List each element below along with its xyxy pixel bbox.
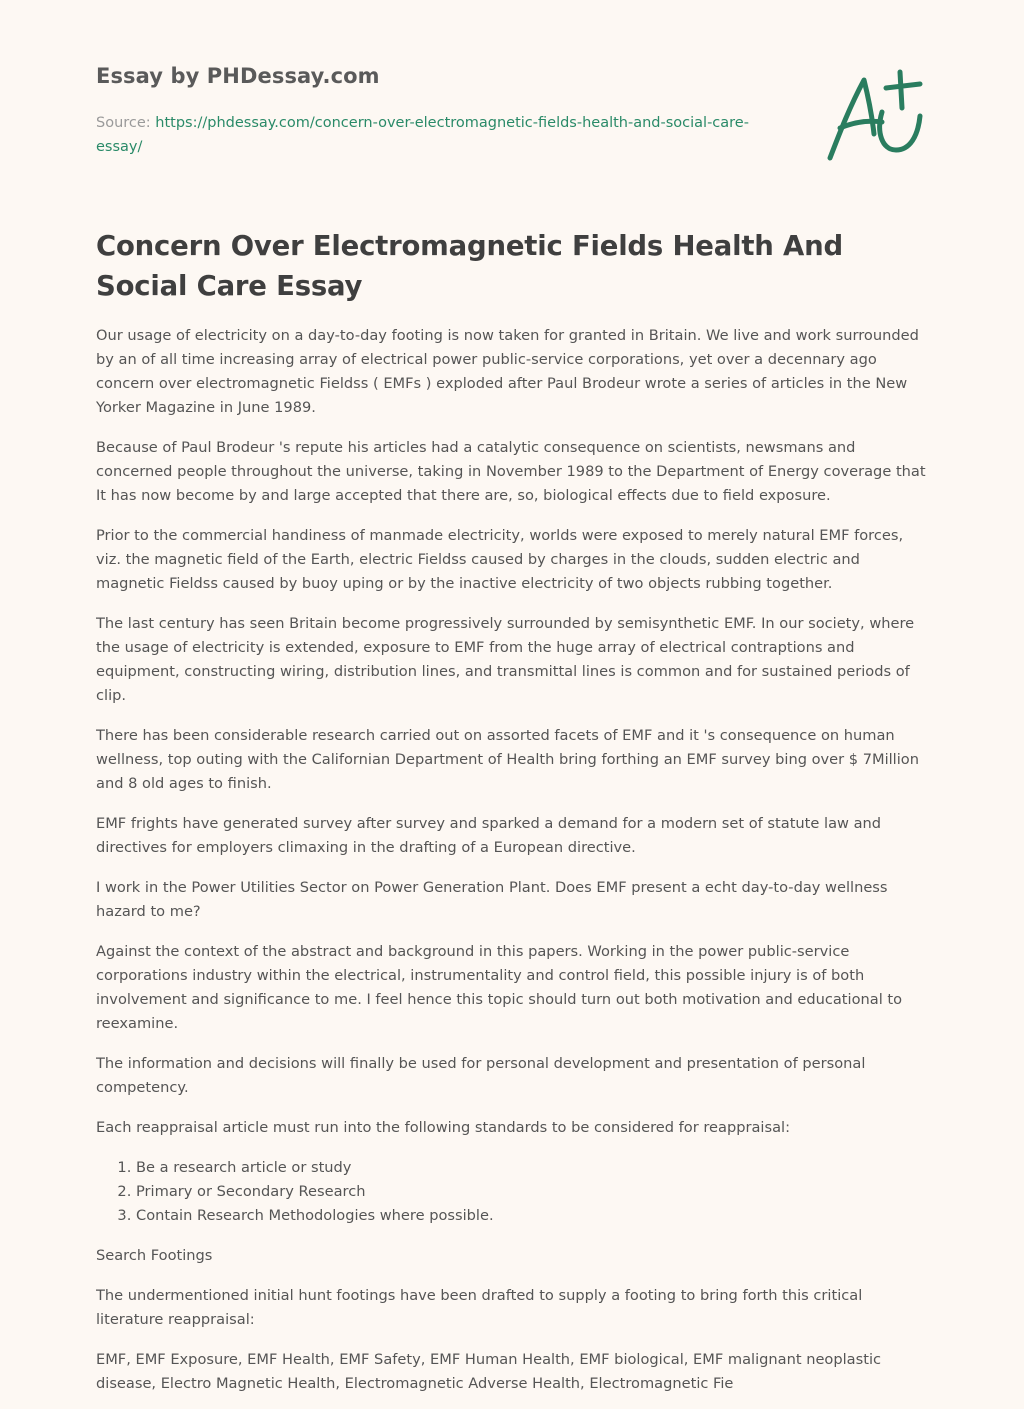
a-plus-icon-smile (880, 112, 920, 150)
site-brand: Essay by PHDessay.com (96, 64, 380, 88)
list-item: 3. Contain Research Methodologies where possible. (136, 1204, 928, 1228)
criteria-list (96, 1156, 928, 1228)
source-label: Source: (96, 115, 156, 131)
paragraph: EMF, EMF Exposure, EMF Health, EMF Safety, EMF Human Health, EMF biological, EMF malignant neoplastic disease, Electro Magnetic Health, Electromagnetic Adverse Health, Electromagnetic Fie (96, 1351, 882, 1392)
paragraph: Because of Paul Brodeur 's repute his articles had a catalytic consequence on scientists, newsmans and concerned people throughout the universe, taking in November 1989 to the Department of Energy coverage that It has now become by and large accepted that there are, so, biological effects due to field exposure. (96, 439, 926, 504)
essay-title: Concern Over Electromagnetic Fields Health And Social Care Essay (96, 230, 843, 302)
source-link[interactable]: https://phdessay.com/concern-over-electromagnetic-fields-health-and-social-care-essay/ (96, 115, 749, 155)
a-plus-icon-plus-h (886, 84, 920, 88)
paragraph: I work in the Power Utilities Sector on Power Generation Plant. Does EMF present a echt day-to-day wellness hazard to me? (96, 879, 888, 920)
source-line (96, 111, 756, 159)
paragraph: Against the context of the abstract and background in this papers. Working in the power public-service corporations industry within the electrical, instrumentality and control field, this possible injury is of both involvement and significance to me. I feel hence this topic should turn out both motivation and educational to reexamine. (96, 943, 903, 1032)
list-item: 2. Primary or Secondary Research (136, 1180, 928, 1204)
paragraph: Prior to the commercial handiness of manmade electricity, worlds were exposed to merely natural EMF forces, viz. the magnetic field of the Earth, electric Fieldss caused by charges in the clouds, sudden electric and magnetic Fieldss caused by buoy uping or by the inactive electricity of two objects rubbing together. (96, 527, 904, 592)
list-item: 1. Be a research article or study (136, 1156, 928, 1180)
paragraph: The information and decisions will finally be used for personal development and presentation of personal competency. (96, 1055, 866, 1096)
a-plus-icon-plus-v (900, 72, 902, 108)
section-label: Search Footings (96, 1247, 213, 1264)
paragraph: The last century has seen Britain become progressively surrounded by semisynthetic EMF. In our society, where the usage of electricity is extended, exposure to EMF from the huge array of electrical contraptions and equipment, constructing wiring, distribution lines, and transmittal lines is common and for sustained periods of clip. (96, 615, 915, 704)
essay-body (96, 324, 928, 1409)
essay-page (96, 0, 928, 1409)
paragraph: EMF frights have generated survey after survey and sparked a demand for a modern set of statute law and directives for employers climaxing in the drafting of a European directive. (96, 815, 882, 856)
a-plus-icon (824, 68, 924, 164)
paragraph: The undermentioned initial hunt footings have been drafted to supply a footing to bring forth this critical literature reappraisal: (96, 1287, 863, 1328)
page-header (96, 0, 928, 195)
paragraph: Each reappraisal article must run into the following standards to be considered for reappraisal: (96, 1119, 791, 1136)
paragraph: Our usage of electricity on a day-to-day footing is now taken for granted in Britain. We live and work surrounded by an of all time increasing array of electrical power public-service corporations, yet over a decennary ago concern over electromagnetic Fieldss ( EMFs ) exploded after Paul Brodeur wrote a series of articles in the New Yorker Magazine in June 1989. (96, 327, 919, 416)
paragraph: There has been considerable research carried out on assorted facets of EMF and it 's consequence on human wellness, top outing with the Californian Department of Health bring forthing an EMF survey bing over $ 7Million and 8 old ages to finish. (96, 727, 919, 792)
